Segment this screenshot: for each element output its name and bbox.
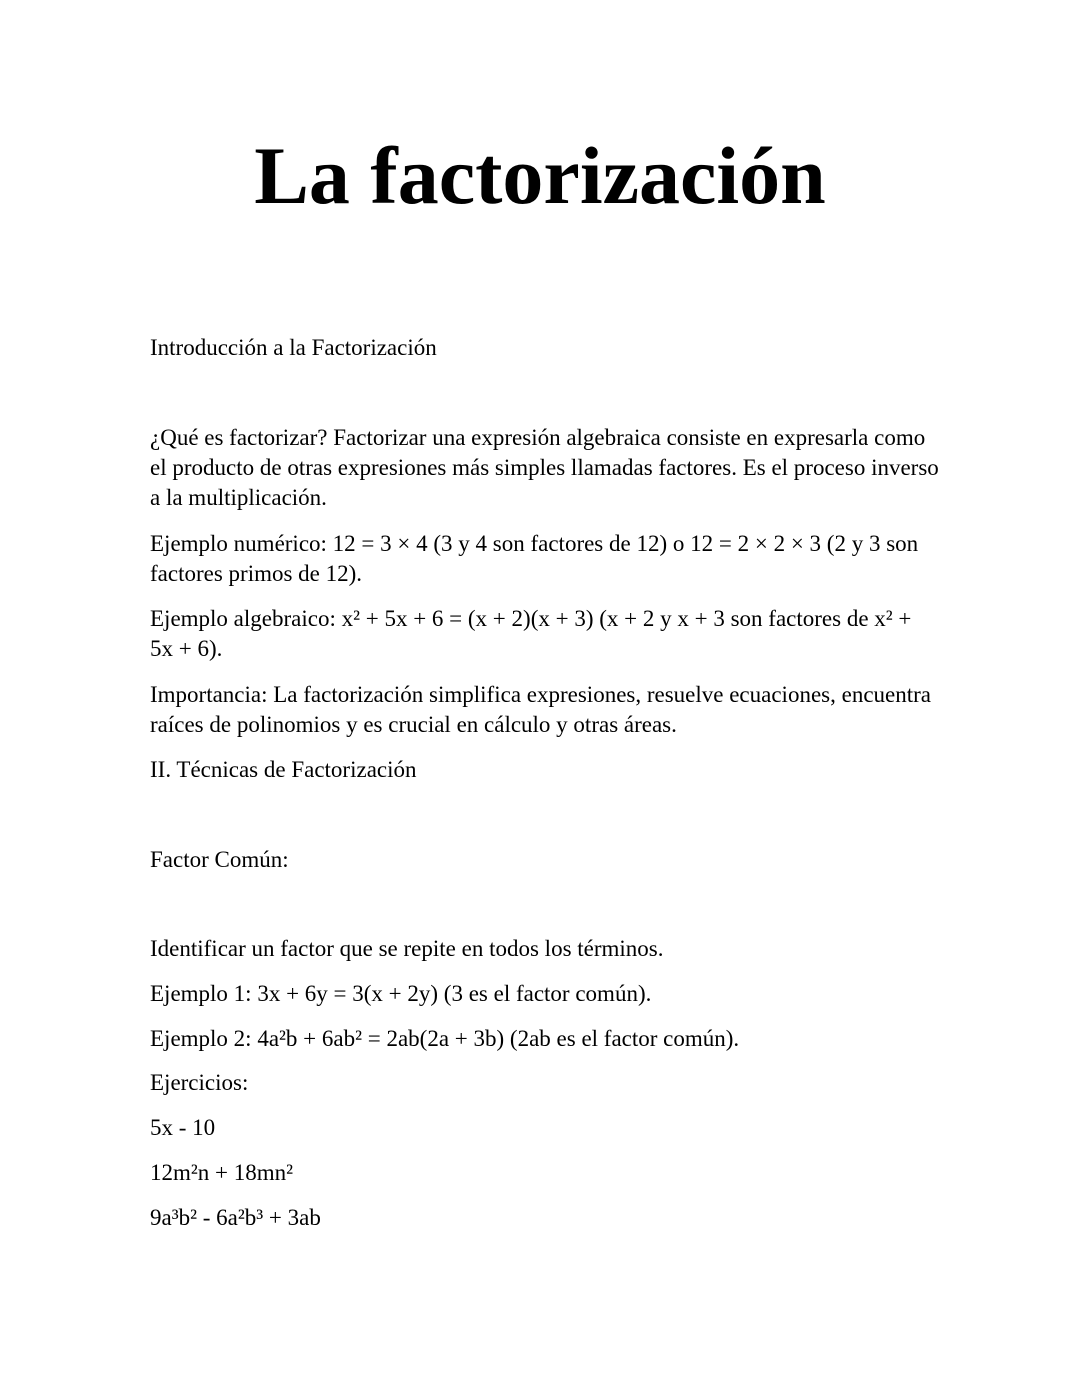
algebraic-example-paragraph: Ejemplo algebraico: x² + 5x + 6 = (x + 2)(x + 3) (x + 2 y x + 3 son factores de x² + 5x + 6).: [150, 606, 912, 661]
techniques-heading: II. Técnicas de Factorización: [150, 757, 417, 782]
exercise-item: 9a³b² - 6a²b³ + 3ab: [150, 1205, 321, 1230]
example-2-text: Ejemplo 2: 4a²b + 6ab² = 2ab(2a + 3b) (2ab es el factor común).: [150, 1026, 740, 1051]
exercise-item: 5x - 10: [150, 1115, 216, 1140]
exercises-label: Ejercicios:: [150, 1070, 249, 1095]
intro-heading: Introducción a la Factorización: [150, 335, 437, 360]
page-title: La factorización: [254, 130, 826, 221]
common-factor-heading: Factor Común:: [150, 847, 289, 872]
example-1-text: Ejemplo 1: 3x + 6y = 3(x + 2y) (3 es el factor común).: [150, 981, 652, 1006]
numeric-example-paragraph: Ejemplo numérico: 12 = 3 × 4 (3 y 4 son factores de 12) o 12 = 2 × 2 × 3 (2 y 3 son factores primos de 12).: [150, 531, 919, 586]
exercise-item: 12m²n + 18mn²: [150, 1160, 294, 1185]
importance-paragraph: Importancia: La factorización simplifica expresiones, resuelve ecuaciones, encuentra raíces de polinomios y es crucial en cálculo y otras áreas.: [150, 682, 931, 737]
identify-text: Identificar un factor que se repite en todos los términos.: [150, 936, 664, 961]
what-is-paragraph: ¿Qué es factorizar? Factorizar una expresión algebraica consiste en expresarla como el producto de otras expresiones más simples llamadas factores. Es el proceso inverso a la multiplicación.: [150, 425, 939, 510]
